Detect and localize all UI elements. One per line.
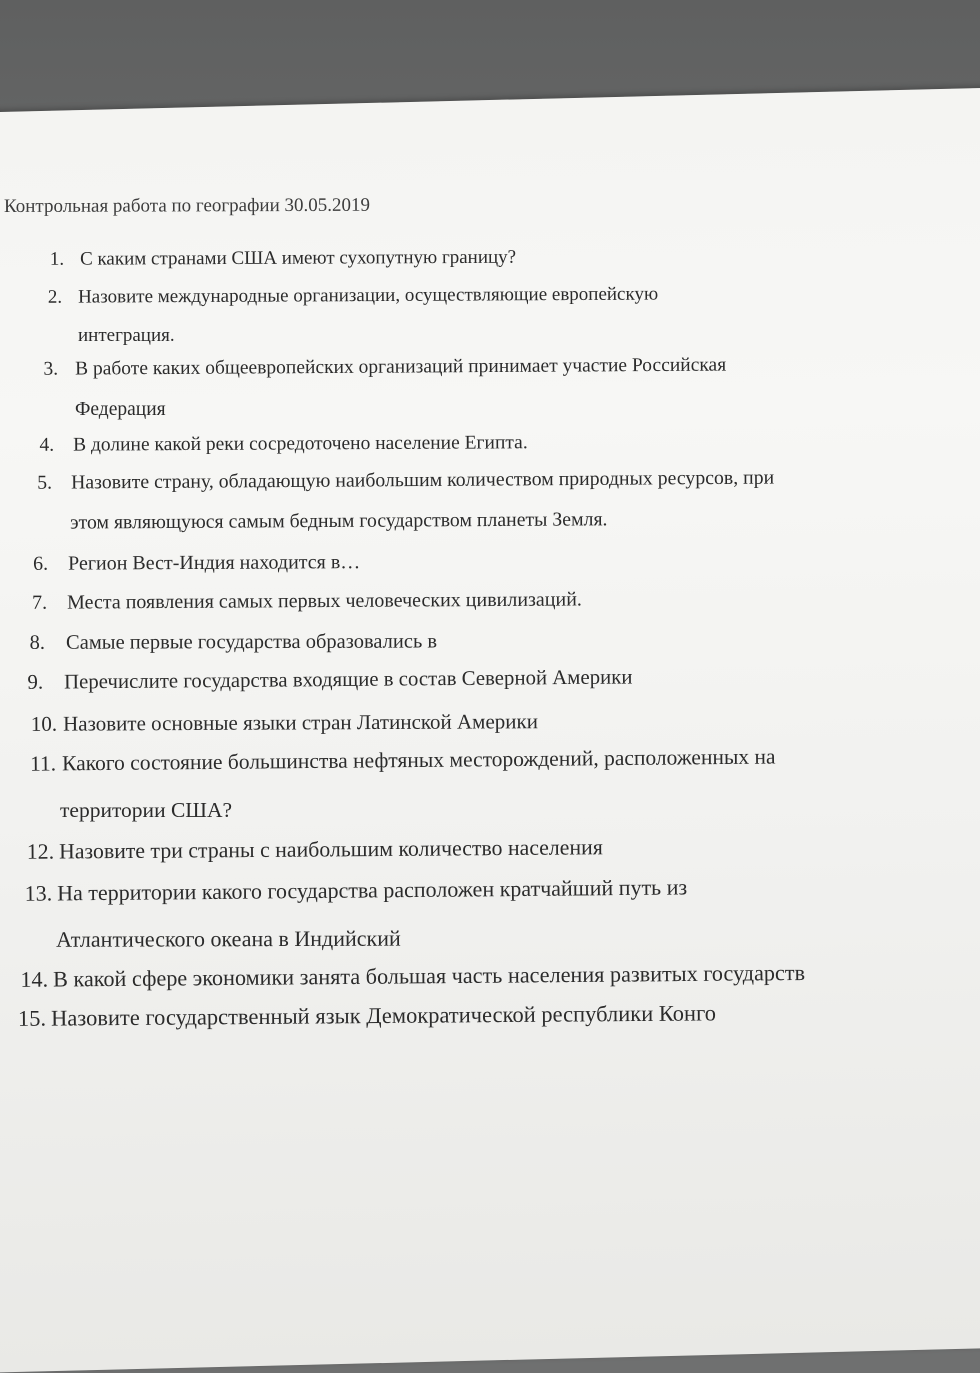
question-text: Назовите три страны с наибольшим количество населения xyxy=(58,835,603,864)
document-title: Контрольная работа по географии 30.05.2019 xyxy=(3,194,371,217)
question-text: Самые первые государства образовались в xyxy=(65,630,438,654)
question-text: С каким странами США имеют сухопутную границу? xyxy=(79,246,517,270)
question-text: территории США? xyxy=(60,798,233,822)
question-number: 7. xyxy=(31,591,48,614)
question-number: 2. xyxy=(47,286,63,308)
question-text: В какой сфере экономики занята большая часть населения развитых государств xyxy=(52,959,806,992)
question-text: Назовите страну, обладающую наибольшим количеством природных ресурсов, при xyxy=(70,466,775,494)
question-number: 5. xyxy=(37,471,53,494)
question-number: 14. xyxy=(20,966,49,992)
question-number: 9. xyxy=(27,670,44,694)
question-number: 3. xyxy=(43,358,59,380)
question-text: Назовите государственный язык Демократической республики Конго xyxy=(50,1000,717,1031)
question-number: 13. xyxy=(24,880,53,906)
question-number: 1. xyxy=(49,248,65,270)
question-number: 12. xyxy=(26,839,55,864)
question-text: В работе каких общеевропейских организаций принимает участие Российская xyxy=(74,354,727,380)
question-text: Перечислите государства входящие в состав Северной Америки xyxy=(63,665,633,694)
question-text: Места появления самых первых человеческих цивилизаций. xyxy=(66,588,582,614)
question-text: Какого состояние большинства нефтяных месторождений, расположенных на xyxy=(61,744,776,776)
question-number: 15. xyxy=(17,1005,47,1031)
question-text: Назовите основные языки стран Латинской Америки xyxy=(62,709,538,736)
question-text: Атлантического океана в Индийский xyxy=(55,925,401,952)
question-number: 6. xyxy=(32,552,49,575)
question-text: На территории какого государства расположен кратчайший путь из xyxy=(56,874,688,906)
question-text: этом являющуюся самым бедным государством планеты Земля. xyxy=(69,508,608,534)
question-text: Назовите международные организации, осуществляющие европейскую xyxy=(77,283,659,308)
question-number: 11. xyxy=(29,751,57,776)
question-text: Регион Вест-Индия находится в… xyxy=(67,551,361,575)
question-text: интеграция. xyxy=(78,325,175,346)
question-number: 10. xyxy=(30,711,58,736)
question-number: 8. xyxy=(29,631,46,654)
question-number: 4. xyxy=(39,434,55,456)
question-text: В долине какой реки сосредоточено население Египта. xyxy=(72,432,528,456)
question-text: Федерация xyxy=(75,399,166,420)
